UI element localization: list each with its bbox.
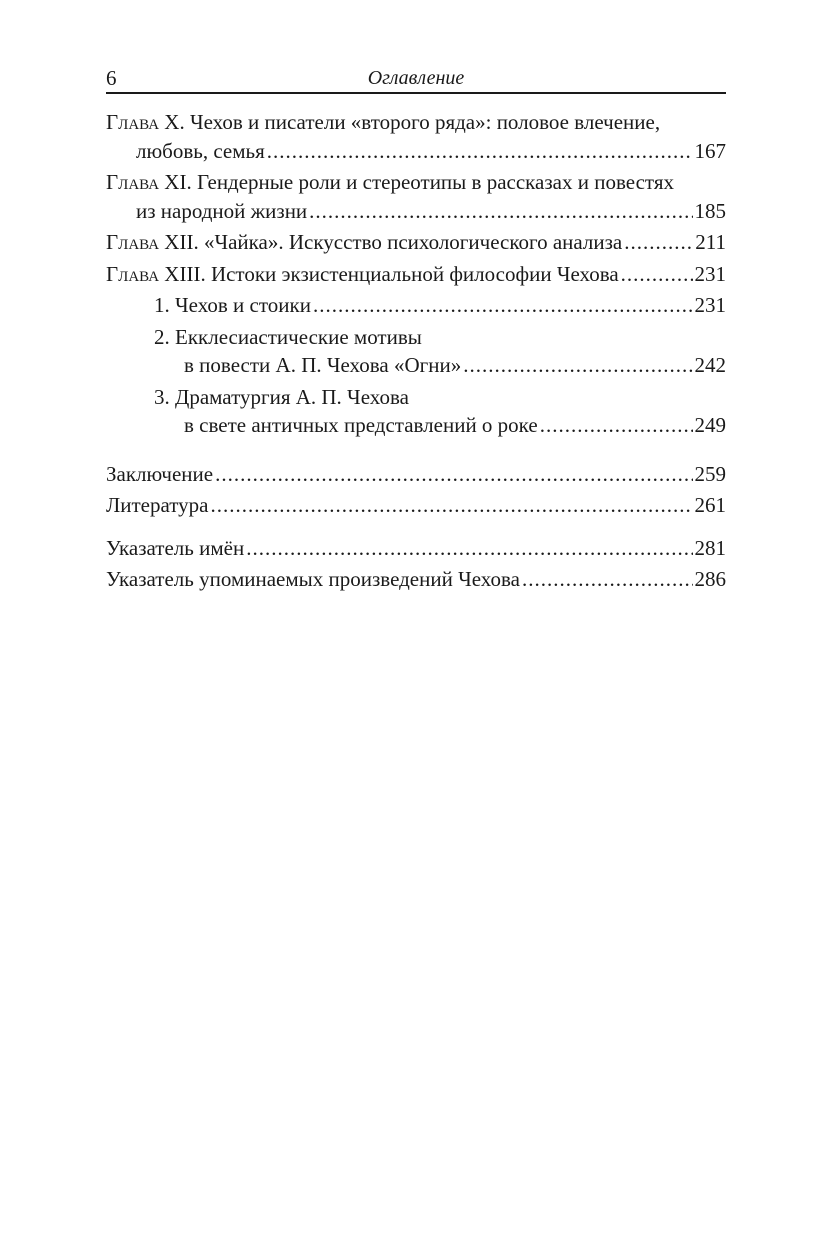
toc-entry-literature[interactable] (106, 491, 726, 520)
entry-title: XII. «Чайка». Искусство психологического анализа (159, 230, 623, 254)
toc-entry-chapter-11[interactable] (106, 168, 726, 225)
toc-entry-section-3[interactable] (106, 383, 726, 440)
toc-entry-chapter-13[interactable] (106, 260, 726, 289)
entry-title: Литература (106, 493, 209, 517)
page-number: 6 (106, 66, 117, 90)
entry-title: XIII. Истоки экзистенциальной философии Чехова (159, 261, 619, 286)
page-ref: 249 (694, 413, 726, 437)
dot-leader (215, 460, 692, 489)
page-ref: 211 (695, 230, 726, 254)
chapter-label: Глава (106, 170, 160, 194)
entry-title-line2: в свете античных представлений о роке (184, 413, 538, 437)
page-ref: 259 (694, 461, 726, 486)
entry-title: Указатель упоминаемых произведений Чехова (106, 567, 520, 591)
table-of-contents (106, 108, 726, 594)
entry-title-line1: XI. Гендерные роли и стереотипы в рассказах и повестях (159, 170, 674, 194)
entry-title-line2: любовь, семья (136, 138, 265, 163)
entry-title-line1: X. Чехов и писатели «второго ряда»: половое влечение, (159, 110, 661, 134)
page-ref: 231 (694, 261, 726, 286)
page-ref: 185 (694, 198, 726, 223)
chapter-label: Глава (106, 261, 160, 286)
toc-entry-section-1[interactable] (106, 291, 726, 320)
running-header (106, 66, 726, 94)
toc-entry-names-index[interactable] (106, 534, 726, 563)
dot-leader (540, 411, 693, 440)
entry-title: Заключение (106, 461, 214, 486)
entry-title-line1: 3. Драматургия А. П. Чехова (154, 384, 409, 409)
toc-entry-conclusion[interactable] (106, 460, 726, 489)
entry-title-line2: из народной жизни (136, 198, 308, 223)
page-ref: 281 (694, 535, 726, 560)
toc-entry-works-index[interactable] (106, 565, 726, 594)
chapter-label: Глава (106, 110, 160, 134)
dot-leader (246, 534, 692, 563)
page-ref: 231 (694, 293, 726, 317)
toc-entry-section-2[interactable] (106, 323, 726, 380)
dot-leader (313, 291, 693, 320)
entry-title: Указатель имён (106, 535, 245, 560)
page-ref: 242 (694, 353, 726, 377)
page-ref: 261 (694, 493, 726, 517)
entry-title-line2: в повести А. П. Чехова «Огни» (184, 353, 462, 377)
dot-leader (210, 491, 692, 520)
dot-leader (309, 197, 692, 226)
dot-leader (463, 351, 692, 380)
entry-title: 1. Чехов и стоики (154, 293, 311, 317)
running-title: Оглавление (367, 67, 465, 89)
dot-leader (624, 228, 693, 257)
dot-leader (522, 565, 693, 594)
page-ref: 167 (694, 138, 726, 163)
page-ref: 286 (694, 567, 726, 591)
dot-leader (267, 137, 693, 166)
dot-leader (621, 260, 693, 289)
entry-title-line1: 2. Екклесиастические мотивы (154, 324, 422, 349)
toc-entry-chapter-12[interactable] (106, 228, 726, 257)
chapter-label: Глава (106, 230, 160, 254)
toc-entry-chapter-10[interactable] (106, 108, 726, 165)
